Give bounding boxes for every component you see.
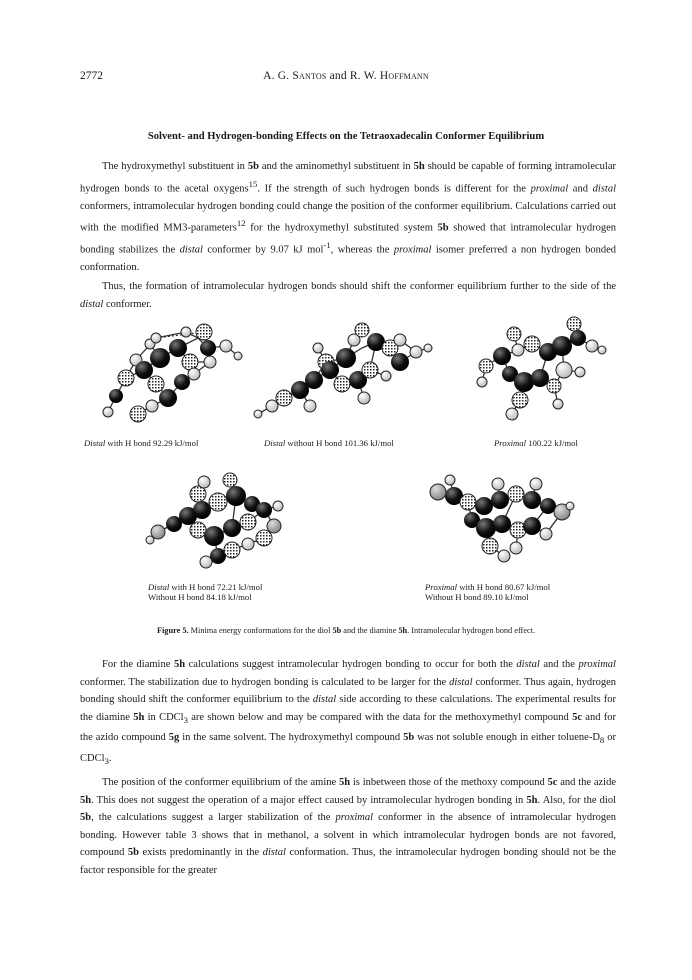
caption-diamine-distal: Distal with H bond 72.21 kJ/mol Without H bond 84.18 kJ/mol xyxy=(148,582,263,602)
caption-proximal: Proximal 100.22 kJ/mol xyxy=(494,438,578,448)
caption-diamine-proximal: Proximal with H bond 80.67 kJ/mol Without H bond 89.10 kJ/mol xyxy=(425,582,551,602)
paragraph-3: For the diamine 5h calculations suggest intramolecular hydrogen bonding to occur for both the distal and the proximal conformer. The stabilization due to hydrogen bonding is calculated to be larger for the distal conformer. Thus again, hydrogen bonding should shift the conformer equilibrium to the distal side according to these calculations. The experimental results for the diamine 5h in CDCl$_3$ are shown below and may be compared with the data for the methoxymethyl compound 5c and for the azido compound 5g in the same solvent. The hydroxymethyl compound 5b was not soluble enough in either toluene-$D_8$ or CDCl$_3$. xyxy=(80,659,617,767)
molecule-diamine-proximal xyxy=(420,466,590,574)
molecule-distal-no-h-bond xyxy=(250,318,440,428)
molecule-distal-h-bond xyxy=(86,318,246,428)
paragraph-4: The position of the conformer equilibrium of the amine 5h is inbetween those of the methoxy compound 5c and the azide 5h. This does not suggest the operation of a major effect caused by intramolecular hydrogen bonding in 5h. Also, for the diol 5b, the calculations suggest a larger stabilization of the proximal conformer in the absence of intramolecular hydrogen bonding. However table 3 shows that in methanol, a solvent in which intramolecular hydrogen bonds are not favored, compound 5b exists predominantly in the distal conformation. Thus, the intramolecular hydrogen bonding should not be the factor responsible for the greater xyxy=(80,777,617,876)
page-number: 2772 xyxy=(80,70,103,82)
molecule-diamine-distal xyxy=(140,466,300,574)
caption-distal-no-h-bond: Distal without H bond 101.36 kJ/mol xyxy=(264,438,394,448)
caption-distal-h-bond: Distal with H bond 92.29 kJ/mol xyxy=(84,438,199,448)
paragraph-2: Thus, the formation of intramolecular hydrogen bonds should shift the conformer equilibrium further to the side of the distal conformer. xyxy=(80,281,616,310)
paragraph-1: The hydroxymethyl substituent in 5b and the aminomethyl substituent in 5h should be capable of forming intramolecular hydrogen bonds to the acetal oxygens$^{15}$. If the strength of such hydrogen bonds is different for the proximal and distal conformers, intramolecular hydrogen bonding could change the position of the conformer equilibrium. Calculations carried out with the modified MM3-parameters$^{12}$ for the hydroxymethyl substituted system 5b showed that intramolecular hydrogen bonding stabilizes the distal conformer by 9.07 kJ mol$^{-1}$, whereas the proximal isomer preferred a non hydrogen bonded conformation. xyxy=(80,161,617,274)
molecule-proximal xyxy=(462,316,608,428)
figure-caption: Figure 5. Minima energy conformations for the diol 5b and the diamine 5h. Intramolecular hydrogen bond effect. xyxy=(156,626,536,635)
section-title: Solvent- and Hydrogen-bonding Effects on the Tetraoxadecalin Conformer Equilibrium xyxy=(147,131,545,142)
running-header-authors: A. G. Santos and R. W. Hoffmann xyxy=(263,70,429,82)
